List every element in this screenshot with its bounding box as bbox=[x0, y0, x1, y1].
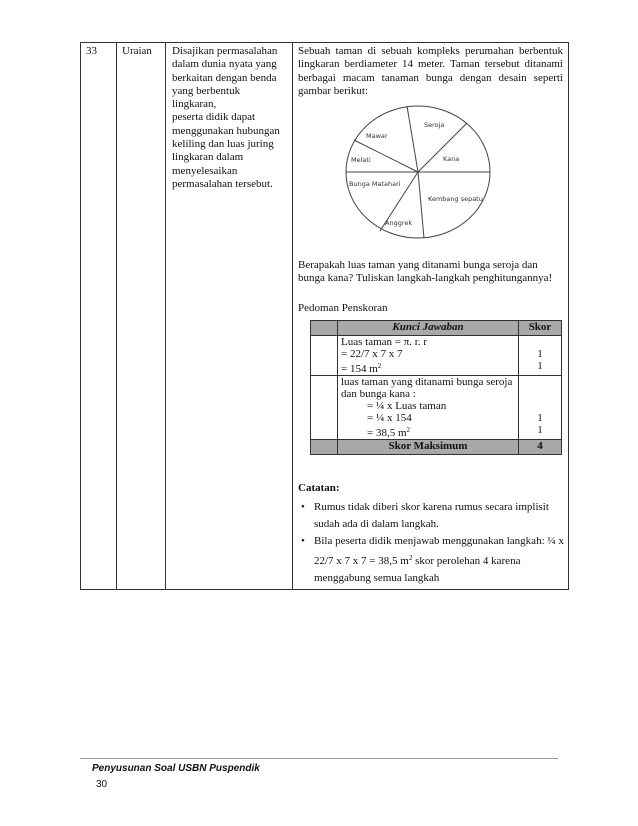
max-score-value: 4 bbox=[519, 440, 562, 455]
pie-label-anggrek: Anggrek bbox=[385, 219, 413, 227]
scoring-table bbox=[310, 320, 562, 455]
question-type: Uraian bbox=[122, 45, 152, 57]
answer-step-2: luas taman yang ditanami bunga seroja dan bunga kana : = ¼ x Luas taman = ¼ x 154 = 38,5 $m^2$ bbox=[338, 376, 519, 440]
pie-label-matahari: Bunga Matahari bbox=[349, 180, 401, 188]
score-step-1: 1 1 bbox=[519, 336, 562, 376]
score-step-2: 1 1 bbox=[519, 376, 562, 440]
notes-title: Catatan: bbox=[298, 482, 340, 494]
note-item: • Bila peserta didik menjawab menggunakan langkah: ¼ x 22/7 x 7 x 7 = 38,5 $m^2$ skor perolehan 4 karena menggabung semua langkah bbox=[298, 533, 566, 587]
page-number: 30 bbox=[96, 779, 108, 790]
column-divider bbox=[165, 42, 166, 590]
column-divider bbox=[292, 42, 293, 590]
indicator-text: Disajikan permasalahan dalam dunia nyata yang berkaitan dengan benda yang berbentuk lingkaran, peserta didik dapat menggunakan hubungan keliling dan luas juring lingkaran dalam menyelesaikan permasalahan tersebut. bbox=[172, 45, 280, 190]
notes-section bbox=[298, 480, 566, 587]
footer-divider bbox=[80, 758, 558, 759]
pie-label-sepatu: Kembang sepatu bbox=[428, 195, 483, 203]
pie-label-mawar: Mawar bbox=[366, 132, 388, 140]
question-intro: Sebuah taman di sebuah kompleks perumahan berbentuk lingkaran berdiameter 14 meter. Taman tersebut ditanami berbagai macam tanaman bunga dengan desain seperti gambar berikut: bbox=[298, 45, 563, 97]
question-text: Berapakah luas taman yang ditanami bunga seroja dan bunga kana? Tuliskan langkah-langkah penghitungannya! bbox=[298, 259, 553, 285]
pie-label-seroja: Seroja bbox=[424, 121, 445, 129]
pie-label-kana: Kana bbox=[443, 155, 460, 163]
scoring-guide-title: Pedoman Penskoran bbox=[298, 302, 388, 314]
garden-pie-diagram bbox=[344, 104, 492, 240]
column-divider bbox=[116, 42, 117, 590]
pie-label-melati: Melati bbox=[351, 156, 371, 164]
answer-step-1: Luas taman = π. r. r = 22/7 x 7 x 7 = 154 $m^2$ bbox=[338, 336, 519, 376]
answer-header: Kunci Jawaban bbox=[338, 321, 519, 336]
note-item: • Rumus tidak diberi skor karena rumus secara implisit sudah ada di dalam langkah. bbox=[298, 499, 566, 533]
footer-title: Penyusunan Soal USBN Puspendik bbox=[92, 763, 260, 774]
question-number: 33 bbox=[86, 45, 97, 57]
max-score-label: Skor Maksimum bbox=[338, 440, 519, 455]
score-header: Skor bbox=[519, 321, 562, 336]
